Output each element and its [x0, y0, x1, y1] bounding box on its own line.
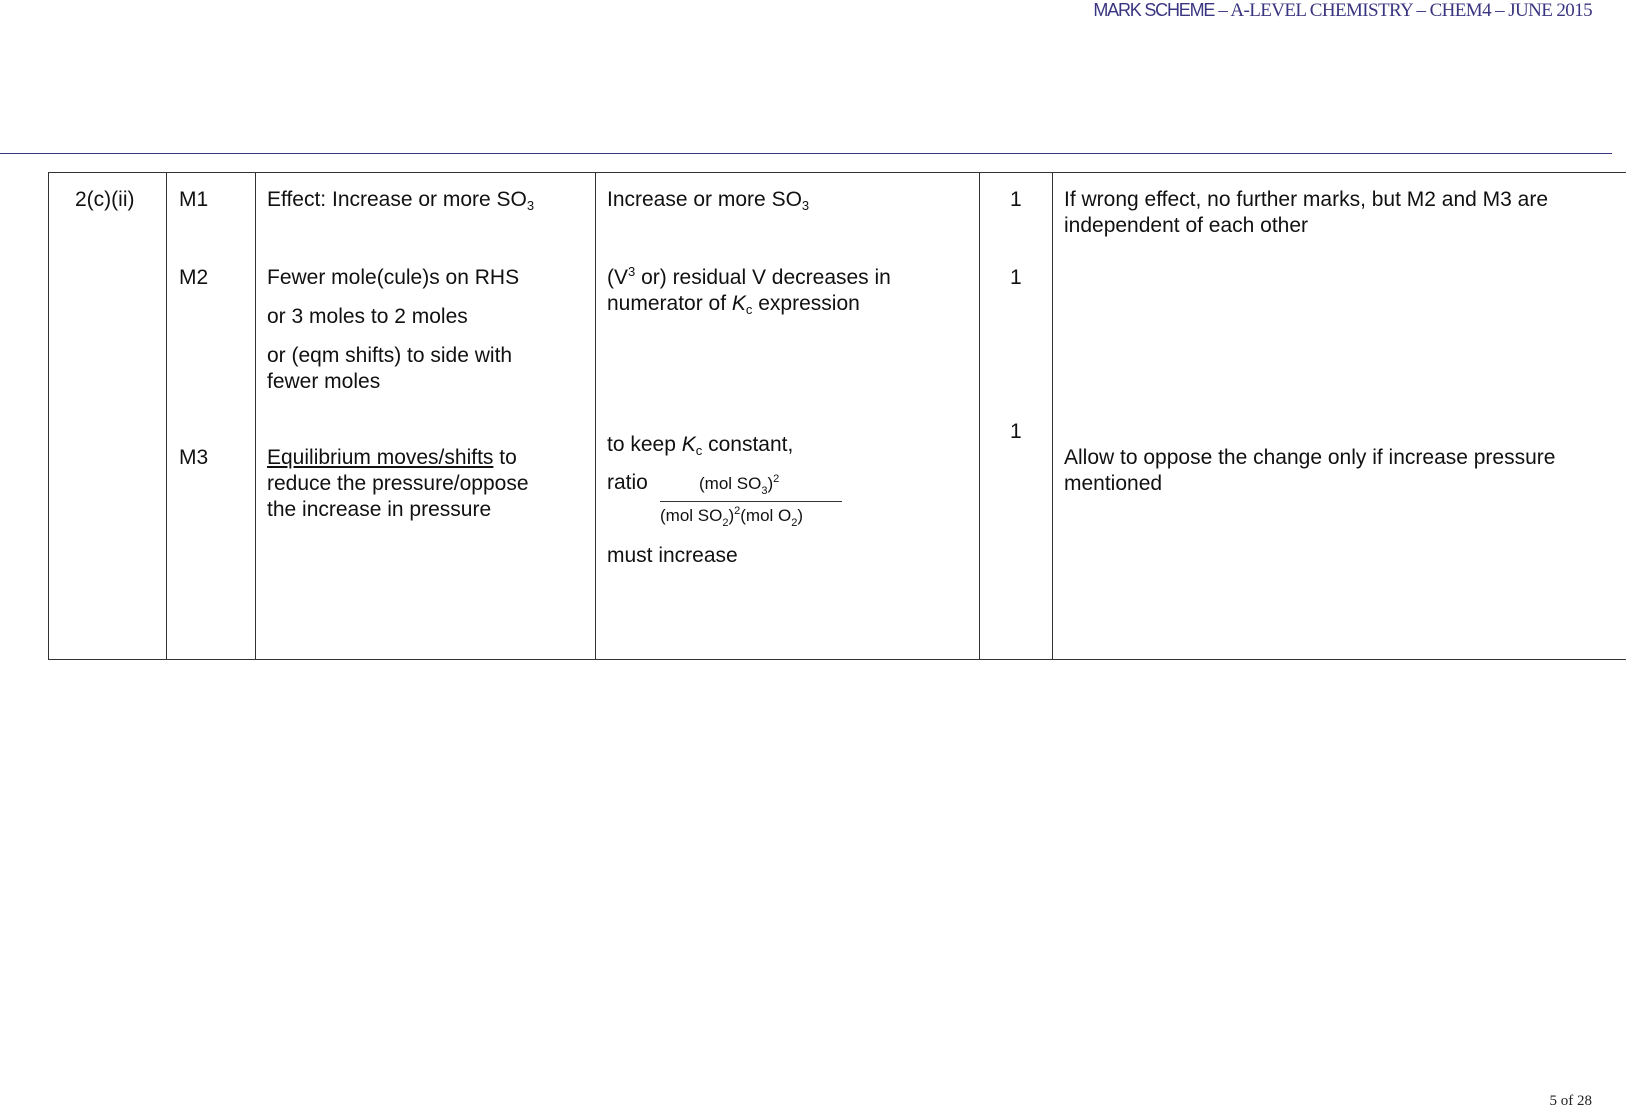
alt-m3-line1 [607, 432, 793, 458]
marking-point-m3: M3 [179, 446, 209, 469]
alt-m2-line2 [607, 291, 860, 317]
fraction-bar [660, 501, 842, 502]
question-number: 2(c)(ii) [75, 188, 135, 211]
superscript: 3 [628, 264, 636, 279]
answer-m1-text: Effect: Increase or more SO [267, 188, 527, 211]
guidance-line4: mentioned [1064, 472, 1163, 495]
num-text: (mol SO [699, 474, 762, 493]
alt-m1-text: Increase or more SO [607, 188, 802, 211]
answer-m2-line2: or 3 moles to 2 moles [267, 305, 468, 328]
superscript: 2 [773, 473, 780, 485]
guidance-line3: Allow to oppose the change only if increase pressure [1064, 446, 1556, 469]
subscript: 2 [722, 517, 729, 529]
alt-m3-prefix: to keep [607, 433, 682, 456]
den-close2: ) [797, 506, 804, 525]
alt-m2-line1 [607, 265, 891, 291]
mark-m3: 1 [1010, 420, 1022, 443]
header-title: – A-LEVEL CHEMISTRY – CHEM4 – JUNE 2015 [1214, 0, 1592, 21]
alt-m2-prefix: numerator of [607, 292, 732, 315]
marking-point-m2: M2 [179, 266, 209, 289]
header-mark-scheme: MARK SCHEME [1093, 0, 1215, 20]
alt-m2-rest: or) residual V decreases in [635, 266, 891, 289]
subscript: 2 [791, 517, 798, 529]
answer-m2-line3: or (eqm shifts) to side with [267, 344, 513, 367]
subscript: 3 [761, 485, 768, 497]
marking-point-m1: M1 [179, 188, 209, 211]
subscript: 3 [526, 198, 535, 213]
alt-m2-suffix: expression [752, 292, 860, 315]
answer-m3-line3: the increase in pressure [267, 498, 492, 521]
alt-m2-open: (V [607, 266, 628, 289]
kc-symbol: K [731, 292, 746, 315]
column-divider [255, 173, 256, 659]
superscript: 2 [734, 505, 741, 517]
column-divider [979, 173, 980, 659]
answer-m1 [267, 187, 534, 213]
column-divider [166, 173, 167, 659]
mark-m1: 1 [1010, 188, 1022, 211]
alt-m3-last: must increase [607, 544, 738, 567]
alt-m1 [607, 187, 809, 213]
answer-m3-line1 [267, 445, 517, 471]
page-number: 5 of 28 [1549, 1093, 1592, 1109]
num-close: ) [767, 474, 774, 493]
guidance-line2: independent of each other [1064, 214, 1309, 237]
mark-m2: 1 [1010, 266, 1022, 289]
header-rule [0, 153, 1612, 154]
answer-m2-line4: fewer moles [267, 370, 381, 393]
fraction-denominator [660, 505, 804, 529]
den-close1: ) [728, 506, 735, 525]
subscript: c [745, 302, 753, 317]
column-divider [595, 173, 596, 659]
kc-symbol: K [681, 433, 696, 456]
guidance-line1: If wrong effect, no further marks, but M2 and M3 are [1064, 188, 1549, 211]
underlined-key-phrase: Equilibrium moves/shifts [267, 446, 494, 469]
den-text1: (mol SO [660, 506, 723, 525]
running-header [1093, 0, 1592, 22]
subscript: 3 [801, 198, 810, 213]
fraction-numerator [699, 473, 780, 497]
ratio-label: ratio [607, 471, 648, 494]
den-text2: (mol O [740, 506, 792, 525]
subscript: c [695, 443, 703, 458]
answer-m3-rest: to [493, 446, 517, 469]
answer-m2-line1: Fewer mole(cule)s on RHS [267, 266, 520, 289]
mark-scheme-table [48, 172, 1626, 660]
column-divider [1052, 173, 1053, 659]
alt-m3-suffix: constant, [702, 433, 794, 456]
answer-m3-line2: reduce the pressure/oppose [267, 472, 529, 495]
